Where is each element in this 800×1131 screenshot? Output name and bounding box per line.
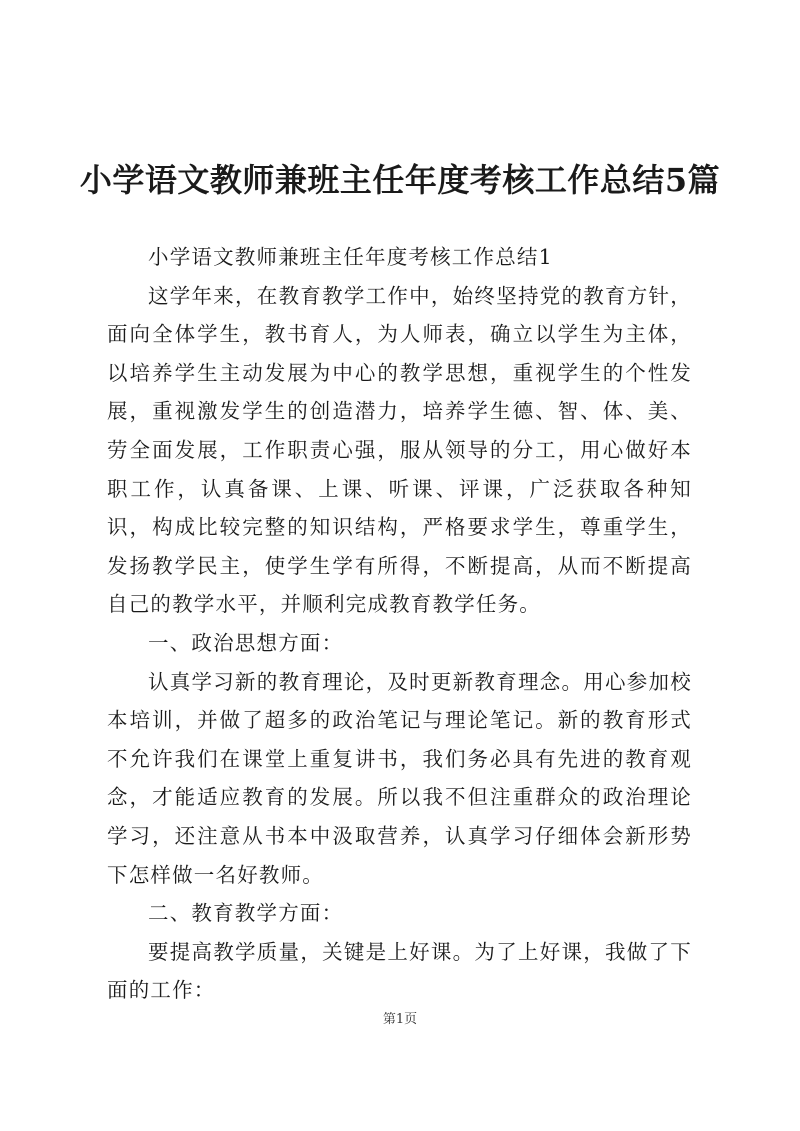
section-heading: 二、教育教学方面： [148,901,344,926]
document-body [107,238,692,1010]
section-heading: 一、政治思想方面： [148,630,344,655]
document-title: 小学语文教师兼班主任年度考核工作总结5篇 [79,161,721,199]
body-paragraph: 这学年来，在教育教学工作中，始终坚持党的教育方针，面向全体学生，教书育人，为人师表，确立以学生为主体，以培养学生主动发展为中心的教学思想，重视学生的个性发展，重视激发学生的创造潜力，培养学生德、智、体、美、劳全面发展，工作职责心强，服从领导的分工，用心做好本职工作，认真备课、上课、听课、评课，广泛获取各种知识，构成比较完整的知识结构，严格要求学生，尊重学生，发扬教学民主，使学生学有所得，不断提高，从而不断提高自己的教学水平，并顺利完成教育教学任务。 [107,283,692,617]
page-number: 第1页 [382,1012,418,1027]
body-paragraph: 认真学习新的教育理论，及时更新教育理念。用心参加校本培训，并做了超多的政治笔记与理论笔记。新的教育形式不允许我们在课堂上重复讲书，我们务必具有先进的教育观念，才能适应教育的发展。所以我不但注重群众的政治理论学习，还注意从书本中汲取营养，认真学习仔细体会新形势下怎样做一名好教师。 [107,669,692,887]
body-paragraph: 要提高教学质量，关键是上好课。为了上好课，我做了下面的工作： [107,939,692,1003]
section-heading: 小学语文教师兼班主任年度考核工作总结1 [148,245,553,269]
